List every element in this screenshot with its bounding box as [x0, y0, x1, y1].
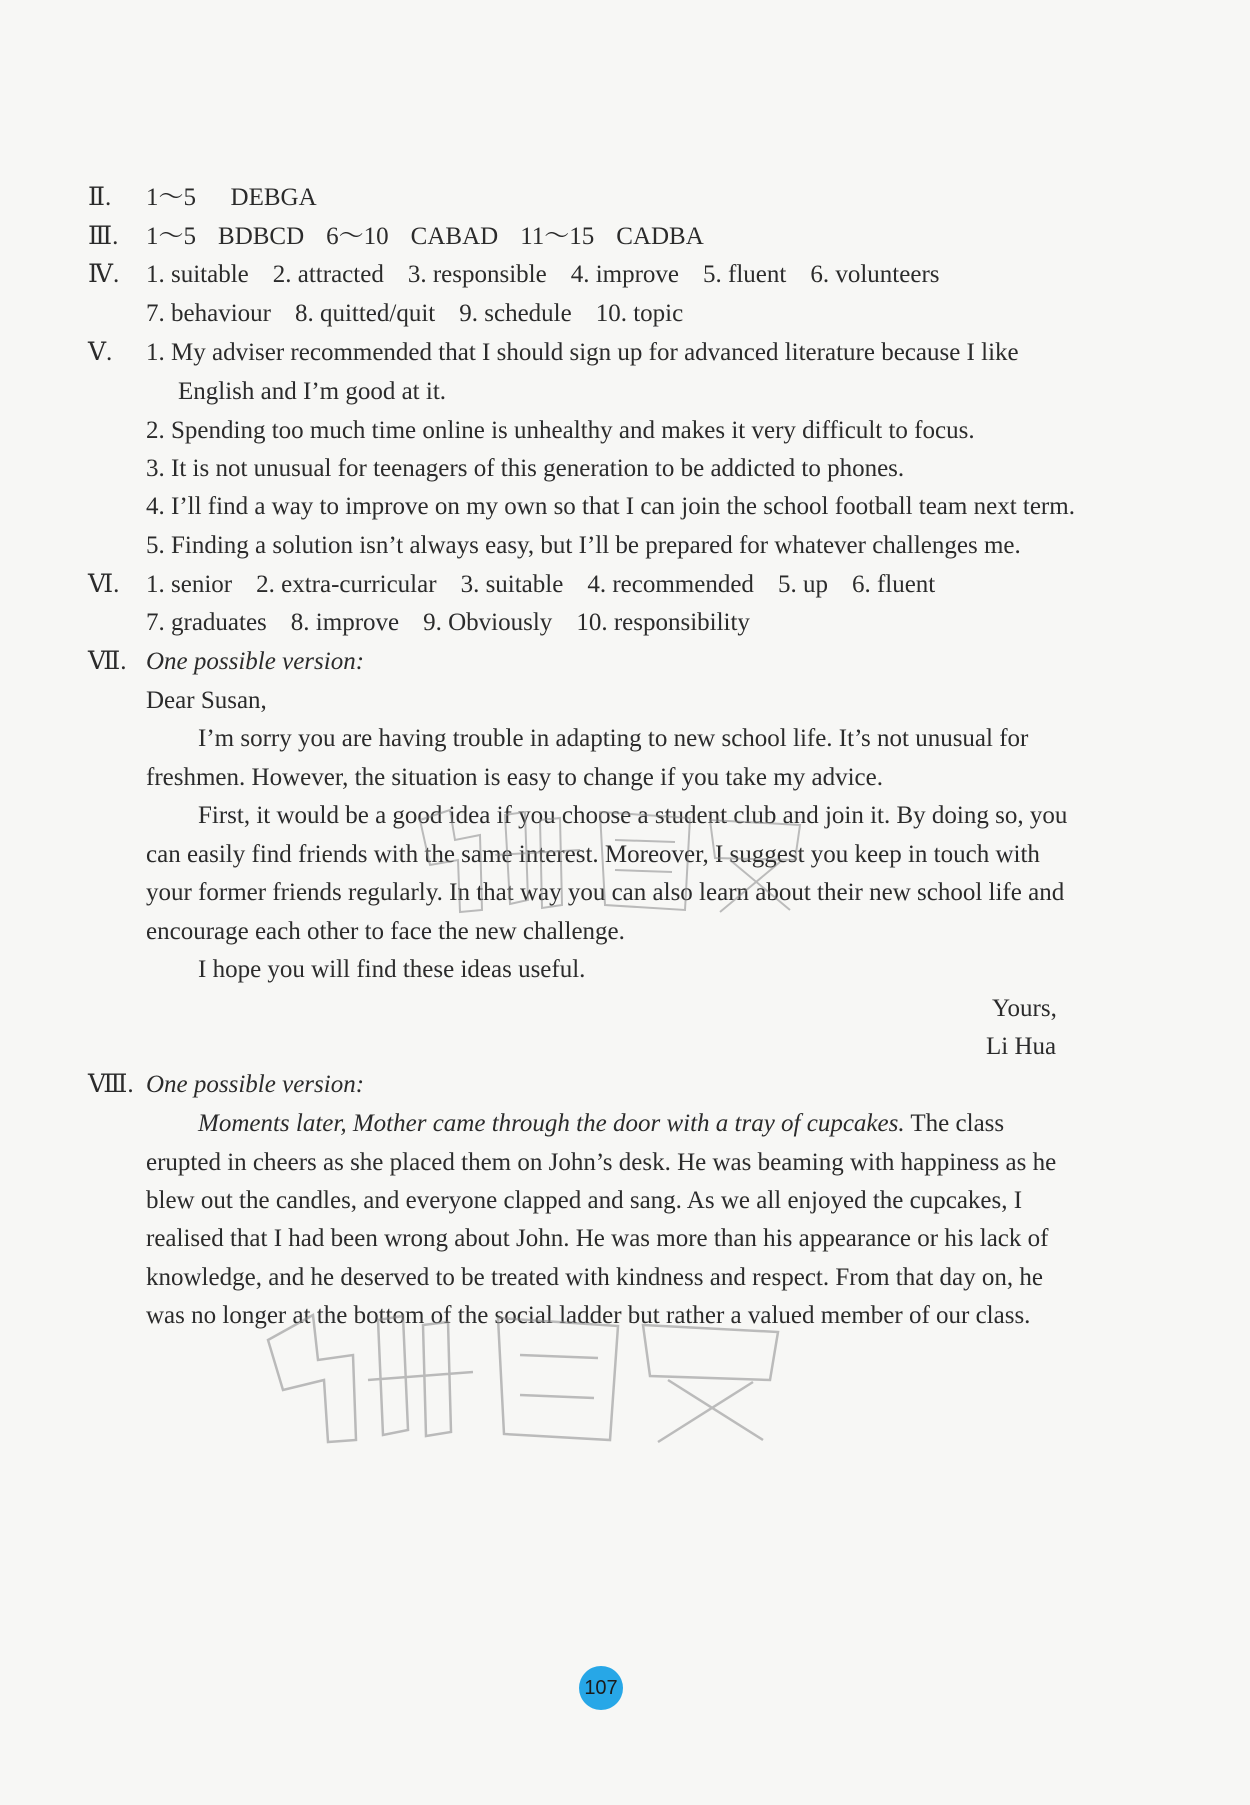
section-v-line-1: 1. My adviser recommended that I should sign up for advanced literature because I like [146, 339, 1019, 366]
section-iv-numeral: Ⅳ. [88, 261, 120, 288]
letter-line-1: I’m sorry you are having trouble in adapting to new school life. It’s not unusual for [198, 725, 1029, 752]
section-vi-numeral: Ⅵ. [88, 571, 120, 598]
story-line-2: erupted in cheers as she placed them on John’s desk. He was beaming with happiness as he [146, 1149, 1057, 1176]
page-number: 107 [579, 1666, 623, 1710]
section-viii-numeral: Ⅷ. [88, 1071, 134, 1098]
letter-line-4: can easily find friends with the same interest. Moreover, I suggest you keep in touch with [146, 841, 1040, 868]
letter-line-5: your former friends regularly. In that way you can also learn about their new school life and [146, 879, 1065, 906]
section-vii-heading: One possible version: [146, 648, 365, 675]
section-v-line-4: 4. I’ll find a way to improve on my own so that I can join the school football team next term. [146, 493, 1075, 520]
letter-line-6: encourage each other to face the new challenge. [146, 918, 625, 945]
letter-line-7: I hope you will find these ideas useful. [198, 956, 586, 983]
section-iii-answers: 1～5 BDBCD 6～10 CABAD 11～15 CADBA [146, 223, 704, 250]
section-v-line-2: 2. Spending too much time online is unhealthy and makes it very difficult to focus. [146, 417, 975, 444]
story-line-3: blew out the candles, and everyone clapped and sang. As we all enjoyed the cupcakes, I [146, 1187, 1023, 1214]
section-vi-row-1: 1. senior 2. extra-curricular 3. suitable 4. recommended 5. up 6. fluent [146, 571, 936, 598]
section-v-line-1-cont: English and I’m good at it. [178, 378, 447, 405]
section-v-line-5: 5. Finding a solution isn’t always easy, but I’ll be prepared for whatever challenges me. [146, 532, 1021, 559]
story-line-4: realised that I had been wrong about John. He was more than his appearance or his lack of [146, 1225, 1049, 1252]
story-line-1: Moments later, Mother came through the door with a tray of cupcakes. The class [198, 1110, 1005, 1137]
section-vi-row-2: 7. graduates 8. improve 9. Obviously 10. responsibility [146, 609, 750, 636]
section-v-numeral: Ⅴ. [88, 339, 113, 366]
section-v-line-3: 3. It is not unusual for teenagers of this generation to be addicted to phones. [146, 455, 905, 482]
section-vii-numeral: Ⅶ. [88, 648, 127, 675]
section-iv-row-2: 7. behaviour 8. quitted/quit 9. schedule 10. topic [146, 300, 684, 327]
letter-closing: Yours, [992, 995, 1057, 1022]
story-line-5: knowledge, and he deserved to be treated with kindness and respect. From that day on, he [146, 1264, 1043, 1291]
section-iv-row-1: 1. suitable 2. attracted 3. responsible 4. improve 5. fluent 6. volunteers [146, 261, 940, 288]
story-line-6: was no longer at the bottom of the social ladder but rather a valued member of our class. [146, 1302, 1031, 1329]
section-viii-heading: One possible version: [146, 1071, 365, 1098]
letter-greeting: Dear Susan, [146, 687, 267, 714]
letter-line-3: First, it would be a good idea if you choose a student club and join it. By doing so, you [198, 802, 1068, 829]
letter-signature: Li Hua [986, 1033, 1057, 1060]
section-ii-numeral: Ⅱ. [88, 184, 112, 211]
letter-line-2: freshmen. However, the situation is easy to change if you take my advice. [146, 764, 883, 791]
section-ii-answers: 1～5 DEBGA [146, 184, 317, 211]
section-iii-numeral: Ⅲ. [88, 223, 119, 250]
